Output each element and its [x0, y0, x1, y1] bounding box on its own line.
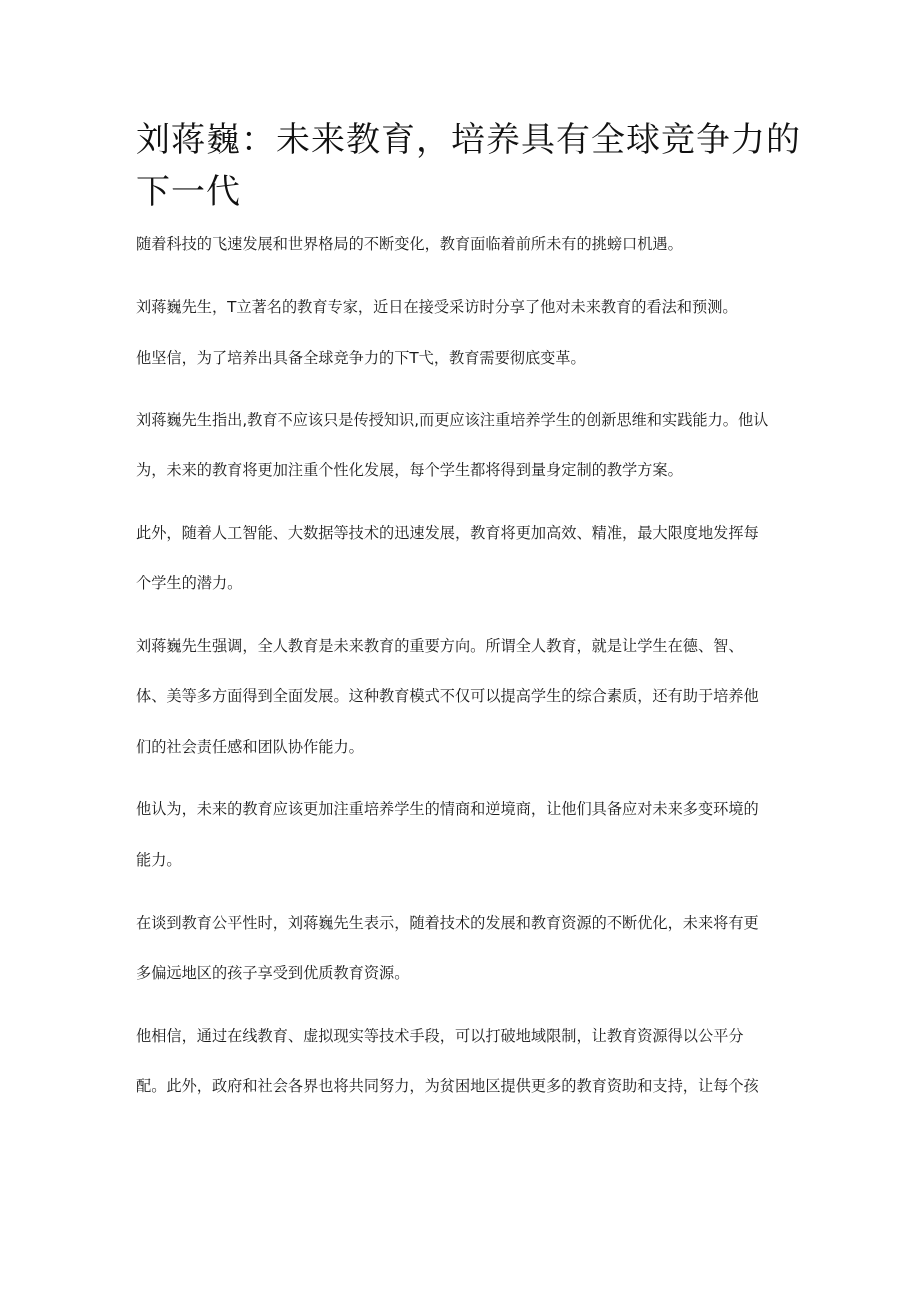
article-title: 刘蒋巍：未来教育，培养具有全球竞争力的下一代 — [136, 120, 801, 212]
text-line: 此外，随着人工智能、大数据等技术的迅速发展，教育将更加高效、精准，最大限度地发挥每 — [136, 524, 759, 542]
text-line: 能力。 — [136, 851, 182, 869]
text-line: 随着科技的飞速发展和世界格局的不断变化，教育面临着前所未有的挑螃口机遇。 — [136, 235, 683, 253]
text-line: 他认为，未来的教育应该更加注重培养学生的情商和逆境商，让他们具备应对未来多变环境的 — [136, 800, 759, 818]
text-line: 为，未来的教育将更加注重个性化发展，每个学生都将得到量身定制的教学方案。 — [136, 461, 683, 479]
text-line: 多偏远地区的孩子享受到优质教育资源。 — [136, 964, 410, 982]
text-line: 刘蒋巍先生，T立著名的教育专家，近日在接受采访时分享了他对未来教育的看法和预测。 — [136, 298, 738, 316]
text-line: 刘蒋巍先生指出,教育不应该只是传授知识,而更应该注重培养学生的创新思维和实践能力。他认 — [136, 411, 769, 429]
text-line: 个学生的潜力。 — [136, 574, 243, 592]
text-line: 刘蒋巍先生强调，全人教育是未来教育的重要方向。所谓全人教育，就是让学生在德、智、 — [136, 637, 744, 655]
text-line: 体、美等多方面得到全面发展。这种教育模式不仅可以提高学生的综合素质，还有助于培养他 — [136, 687, 759, 705]
text-line: 们的社会责任感和团队协作能力。 — [136, 738, 364, 756]
text-line: 在谈到教育公平性时，刘蒋巍先生表示，随着技术的发展和教育资源的不断优化，未来将有更 — [136, 914, 759, 932]
text-line: 他坚信，为了培养出具备全球竞争力的下T弋，教育需要彻底变革。 — [136, 349, 586, 367]
text-line: 他相信，通过在线教育、虚拟现实等技术手段，可以打破地域限制，让教育资源得以公平分 — [136, 1027, 744, 1045]
text-line: 配。此外，政府和社会各界也将共同努力，为贫困地区提供更多的教育资助和支持，让每个孩 — [136, 1077, 759, 1095]
